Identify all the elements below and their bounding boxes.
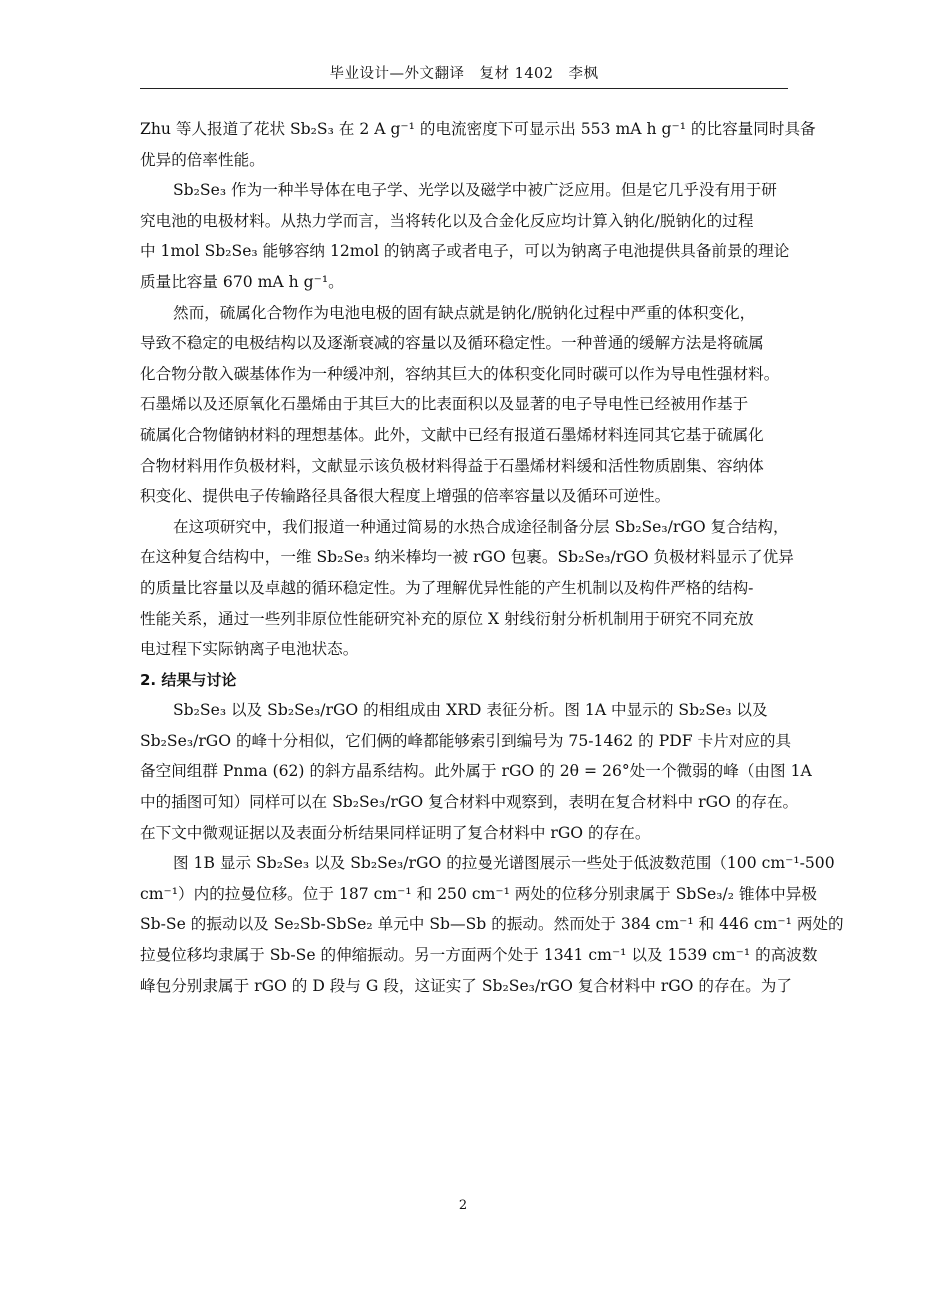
text-line: 在这种复合结构中，一维 Sb₂Se₃ 纳米棒均一被 rGO 包裹。Sb₂Se₃/rGO 负极材料显示了优异 xyxy=(140,548,794,567)
text-line: 备空间组群 Pnma (62) 的斜方晶系结构。此外属于 rGO 的 2θ = 26°处一个微弱的峰（由图 1A xyxy=(140,762,812,781)
text-line: 硫属化合物储钠材料的理想基体。此外，文献中已经有报道石墨烯材料连同其它基于硫属化 xyxy=(140,425,764,444)
text-line: 在下文中微观证据以及表面分析结果同样证明了复合材料中 rGO 的存在。 xyxy=(140,823,651,842)
page-header xyxy=(140,64,788,89)
text-line: Sb-Se 的振动以及 Se₂Sb-SbSe₂ 单元中 Sb—Sb 的振动。然而处于 384 cm⁻¹ 和 446 cm⁻¹ 两处的 xyxy=(140,915,844,934)
text-line: cm⁻¹）内的拉曼位移。位于 187 cm⁻¹ 和 250 cm⁻¹ 两处的位移分别隶属于 SbSe₃/₂ 锥体中异极 xyxy=(140,884,817,903)
text-line: 究电池的电极材料。从热力学而言，当将转化以及合金化反应均计算入钠化/脱钠化的过程 xyxy=(140,211,754,230)
text-line: 优异的倍率性能。 xyxy=(140,150,265,169)
text-line: 积变化、提供电子传输路径具备很大程度上增强的倍率容量以及循环可逆性。 xyxy=(140,487,671,506)
text-line: 然而，硫属化合物作为电池电极的固有缺点就是钠化/脱钠化过程中严重的体积变化， xyxy=(173,303,756,322)
text-line: 的质量比容量以及卓越的循环稳定性。为了理解优异性能的产生机制以及构件严格的结构- xyxy=(140,578,754,597)
text-line: 中 1mol Sb₂Se₃ 能够容纳 12mol 的钠离子或者电子，可以为钠离子电池提供具备前景的理论 xyxy=(140,242,790,261)
text-line: 拉曼位移均隶属于 Sb-Se 的伸缩振动。另一方面两个处于 1341 cm⁻¹ 以及 1539 cm⁻¹ 的高波数 xyxy=(140,946,818,965)
text-line: 合物材料用作负极材料，文献显示该负极材料得益于石墨烯材料缓和活性物质剧集、容纳体 xyxy=(140,456,764,475)
text-line: 图 1B 显示 Sb₂Se₃ 以及 Sb₂Se₃/rGO 的拉曼光谱图展示一些处于低波数范围（100 cm⁻¹-500 xyxy=(173,854,835,873)
text-line: 石墨烯以及还原氧化石墨烯由于其巨大的比表面积以及显著的电子导电性已经被用作基于 xyxy=(140,395,749,414)
text-line: 导致不稳定的电极结构以及逐渐衰减的容量以及循环稳定性。一种普通的缓解方法是将硫属 xyxy=(140,334,764,353)
text-line: Sb₂Se₃/rGO 的峰十分相似，它们俩的峰都能够索引到编号为 75-1462 的 PDF 卡片对应的具 xyxy=(140,731,792,750)
text-line: 质量比容量 670 mA h g⁻¹。 xyxy=(140,272,344,291)
text-line: 在这项研究中，我们报道一种通过简易的水热合成途径制备分层 Sb₂Se₃/rGO 复合结构， xyxy=(173,517,789,536)
text-line: Zhu 等人报道了花状 Sb₂S₃ 在 2 A g⁻¹ 的电流密度下可显示出 553 mA h g⁻¹ 的比容量同时具备 xyxy=(140,120,816,138)
page-number: 2 xyxy=(458,1198,468,1213)
text-line: 性能关系，通过一些列非原位性能研究补充的原位 X 射线衍射分析机制用于研究不同充放 xyxy=(140,609,754,628)
header-title: 毕业设计—外文翻译 复材 1402 李枫 xyxy=(329,66,599,82)
text-line: Sb₂Se₃ 以及 Sb₂Se₃/rGO 的相组成由 XRD 表征分析。图 1A 中显示的 Sb₂Se₃ 以及 xyxy=(173,701,768,720)
text-line: 化合物分散入碳基体作为一种缓冲剂，容纳其巨大的体积变化同时碳可以作为导电性强材料。 xyxy=(140,364,780,383)
text-line: Sb₂Se₃ 作为一种半导体在电子学、光学以及磁学中被广泛应用。但是它几乎没有用于研 xyxy=(173,181,777,200)
section-heading: 2. 结果与讨论 xyxy=(140,670,237,689)
text-line: 峰包分别隶属于 rGO 的 D 段与 G 段，这证实了 Sb₂Se₃/rGO 复合材料中 rGO 的存在。为了 xyxy=(140,976,792,995)
body-text xyxy=(140,114,844,1001)
text-line: 电过程下实际钠离子电池状态。 xyxy=(140,640,359,659)
text-line: 中的插图可知）同样可以在 Sb₂Se₃/rGO 复合材料中观察到，表明在复合材料中 rGO 的存在。 xyxy=(140,793,799,812)
